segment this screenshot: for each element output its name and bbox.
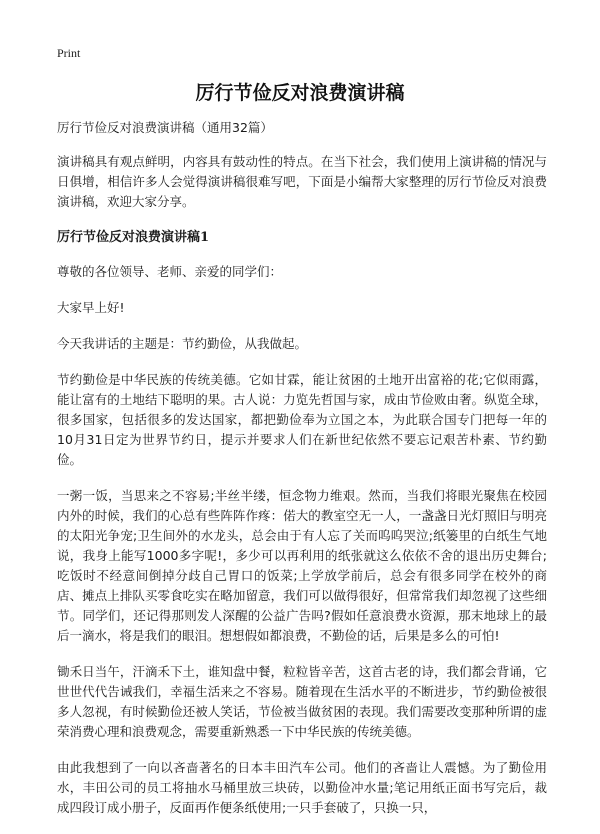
- paragraph-poem: 锄禾日当午，汗滴禾下土，谁知盘中餐，粒粒皆辛苦，这首古老的诗，我们都会背诵，它世世代代告诫我们，幸福生活来之不容易。随着现在生活水平的不断进步，节约勤俭被很多人忽视，有时候勤俭还被人笑话，节俭被当做贫困的表现。我们需要改变那种所谓的虚荣消费心理和浪费观念，需要重新熟悉一下中华民族的传统美德。: [57, 664, 547, 739]
- paragraph-campus: 一粥一饭，当思来之不容易;半丝半缕，恒念物力维艰。然而，当我们将眼光聚焦在校园内外的时候，我们的心总有些阵阵作疼：偌大的教室空无一人，一盏盏日光灯照旧与明亮的太阳光争宠;卫生间外的水龙头，总会由于有人忘了关而呜呜哭泣;纸篓里的白纸生气地说，我身上能写1000多字呢!，多少可以再利用的纸张就这么依依不舍的退出历史舞台;吃饭时不经意间倒掉分歧自己胃口的饭菜;上学放学前后，总会有很多同学在校外的商店、摊点上排队买零食吃实在略加留意，我们可以做得很好，但常常我们却忽视了这些细节。同学们，还记得那则发人深醒的公益广告吗?假如任意浪费水资源，那末地球上的最后一滴水，将是我们的眼泪。想想假如都浪费，不勤俭的话，后果是多么的可怕!: [57, 488, 547, 643]
- paragraph-topic: 今天我讲话的主题是：节约勤俭，从我做起。: [57, 336, 308, 351]
- document-body: [57, 118, 547, 834]
- paragraph-salutation: 尊敬的各位领导、老师、亲爱的同学们：: [57, 264, 283, 279]
- intro-paragraph: 演讲稿具有观点鲜明，内容具有鼓动性的特点。在当下社会，我们使用上演讲稿的情况与日俱增，相信许多人会觉得演讲稿很难写吧，下面是小编帮大家整理的厉行节俭反对浪费演讲稿，欢迎大家分享。: [57, 154, 547, 209]
- paragraph-toyota: 由此我想到了一向以吝啬著名的日本丰田汽车公司。他们的吝啬让人震憾。为了勤俭用水，丰田公司的员工将抽水马桶里放三块砖，以勤俭冲水量;笔记用纸正面书写完后，裁成四段订成小册子，反面再作便条纸使用;一只手套破了，只换一只，: [57, 760, 547, 815]
- print-label[interactable]: Print: [57, 46, 81, 60]
- paragraph-virtue: 节约勤俭是中华民族的传统美德。它如甘霖，能让贫困的土地开出富裕的花;它似雨露，能让富有的土地结下聪明的果。古人说：力览先哲国与家，成由节俭败由奢。纵览全球，很多国家，包括很多的发达国家，都把勤俭奉为立国之本，为此联合国专门把每一年的10月31日定为世界节约日，提示并要求人们在新世纪依然不要忘记艰苦朴素、节约勤俭。: [57, 372, 547, 467]
- page-title: 厉行节俭反对浪费演讲稿: [195, 82, 405, 104]
- paragraph-greeting: 大家早上好!: [57, 300, 125, 315]
- section-heading: 厉行节俭反对浪费演讲稿1: [57, 230, 210, 245]
- document-subtitle: 厉行节俭反对浪费演讲稿（通用32篇）: [57, 120, 273, 135]
